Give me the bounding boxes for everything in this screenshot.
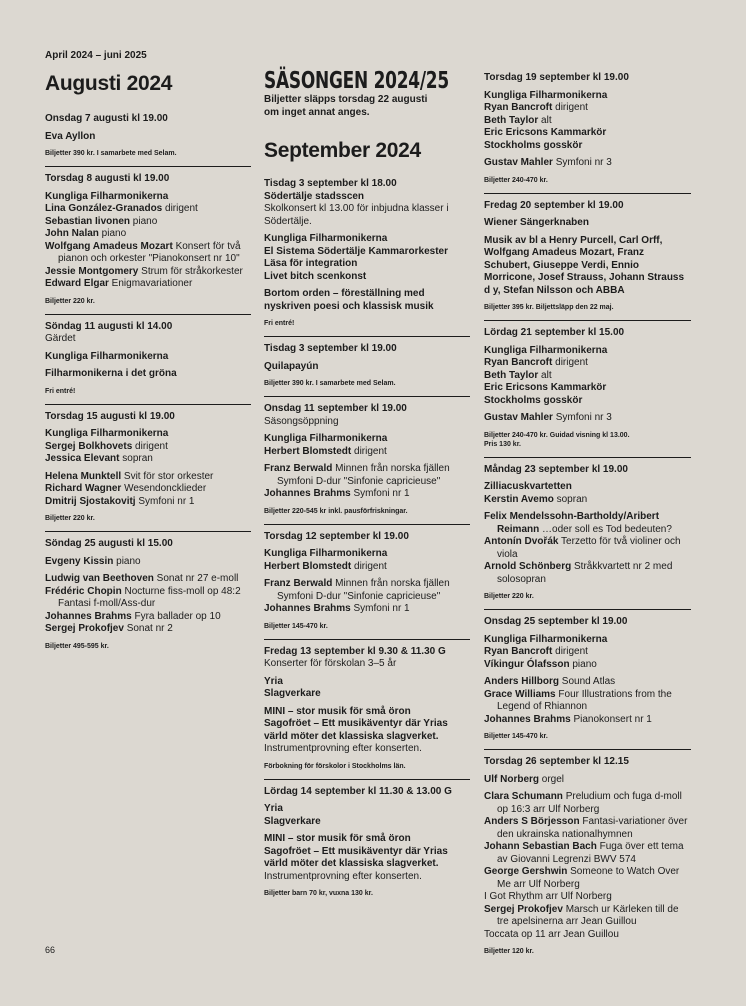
ticket-note: Biljetter 240-470 kr. bbox=[484, 176, 548, 184]
performer: Ulf Norberg bbox=[484, 773, 539, 785]
performer: Slagverkare bbox=[264, 815, 321, 827]
performer: Herbert Blomstedt bbox=[264, 560, 352, 572]
work: Fantasi-variationer över den ukrainska nationalhymnen bbox=[497, 816, 688, 840]
composer: Dmitrij Sjostakovitj bbox=[45, 495, 136, 507]
performer: Kungliga Filharmonikerna bbox=[264, 233, 388, 244]
work: Marsch ur Kärleken till de tre apelsinerna arr Jean Guillou bbox=[497, 903, 679, 927]
event-date: Onsdag 25 september kl 19.00 bbox=[484, 616, 628, 627]
performer: Beth Taylor bbox=[484, 369, 539, 381]
role: alt bbox=[538, 114, 552, 126]
performer: El Sistema Södertälje Kammarorkester bbox=[264, 245, 448, 257]
performer: Jessica Elevant bbox=[45, 453, 120, 464]
composer: Richard Wagner bbox=[45, 483, 122, 494]
program: Filharmonikerna i det gröna bbox=[45, 368, 177, 379]
work: Strum för stråkorkester bbox=[138, 265, 243, 277]
program: MINI – stor musik för små öron bbox=[264, 833, 411, 844]
work: …oder soll es Tod bedeuten? bbox=[539, 523, 672, 535]
composer: Johannes Brahms bbox=[264, 488, 351, 499]
work: Symfoni nr 3 bbox=[552, 157, 612, 168]
composer: Grace Williams bbox=[484, 688, 556, 700]
event-date: Torsdag 15 augusti kl 19.00 bbox=[45, 410, 175, 422]
role: dirigent bbox=[552, 357, 588, 368]
ticket-note: Biljetter 145-470 kr. bbox=[264, 622, 328, 630]
event-info: Instrumentprovning efter konserten. bbox=[264, 870, 422, 882]
role: dirigent bbox=[162, 203, 198, 214]
work: I Got Rhythm arr Ulf Norberg bbox=[484, 891, 612, 902]
work: Four Illustrations from the Legend of Rhiannon bbox=[497, 688, 672, 712]
role: piano bbox=[130, 215, 158, 227]
event-date: Söndag 25 augusti kl 15.00 bbox=[45, 538, 173, 549]
column-august bbox=[45, 72, 251, 659]
composer: Anders Hillborg bbox=[484, 676, 560, 687]
composer: Helena Munktell bbox=[45, 470, 122, 482]
ticket-note: Biljetter 120 kr. bbox=[484, 948, 534, 955]
performer: Evgeny Kissin bbox=[45, 555, 114, 567]
performer: John Nalan bbox=[45, 228, 99, 239]
work: Sound Atlas bbox=[559, 676, 616, 687]
event-sep-13 bbox=[264, 639, 470, 771]
composer: Edward Elgar bbox=[45, 278, 109, 289]
event-sep-3-1800 bbox=[264, 178, 470, 328]
ticket-note-line: Pris 130 kr. bbox=[484, 440, 521, 448]
composer: Anders S Börjesson bbox=[484, 816, 580, 827]
performer: Víkingur Ólafsson bbox=[484, 658, 570, 670]
composer: Franz Berwald bbox=[264, 463, 333, 474]
performer: Wiener Sängerknaben bbox=[484, 217, 589, 228]
composer: Clara Schumann bbox=[484, 791, 563, 802]
composer: Johannes Brahms bbox=[45, 610, 132, 622]
work: Enigmavariationer bbox=[108, 278, 193, 289]
role: alt bbox=[538, 369, 552, 381]
work: Sonat nr 27 e-moll bbox=[153, 573, 239, 584]
event-sep-12 bbox=[264, 524, 470, 631]
performer: Ryan Bancroft bbox=[484, 102, 553, 113]
performer: Kungliga Filharmonikerna bbox=[264, 548, 388, 559]
event-sep-14 bbox=[264, 779, 470, 899]
season-title: SÄSONGEN 2024/25 bbox=[264, 68, 449, 94]
event-sep-26 bbox=[484, 749, 691, 956]
performer: Eric Ericsons Kammarkör bbox=[484, 382, 607, 393]
work: Fuga över ett tema av Giovanni Legrenzi BWV 574 bbox=[497, 841, 684, 865]
performer: Lina González-Granados bbox=[45, 203, 163, 214]
composer: Johann Sebastian Bach bbox=[484, 841, 597, 852]
performer: Livet bitch scenkonst bbox=[264, 270, 367, 282]
performer: Sergej Bolkhovets bbox=[45, 440, 133, 452]
event-aug-8 bbox=[45, 166, 251, 306]
work: Konsert för två pianon och orkester "Pianokonsert nr 10" bbox=[58, 240, 241, 264]
role: piano bbox=[98, 228, 127, 239]
performer: Yria bbox=[264, 675, 283, 687]
work: Fyra ballader op 10 bbox=[131, 610, 221, 622]
ticket-note bbox=[484, 431, 691, 449]
ticket-note: Biljetter 495-595 kr. bbox=[45, 642, 109, 650]
role: piano bbox=[569, 658, 597, 670]
performer: Ryan Bancroft bbox=[484, 357, 553, 368]
ticket-note: Förbokning för förskolor i Stockholms län. bbox=[264, 762, 406, 770]
performer: Kerstin Avemo bbox=[484, 493, 554, 505]
event-date: Torsdag 26 september kl 12.15 bbox=[484, 756, 629, 767]
work: Symfoni nr 1 bbox=[350, 488, 410, 499]
role: dirigent bbox=[351, 560, 387, 572]
event-sep-19 bbox=[484, 72, 691, 185]
event-date: Tisdag 3 september kl 19.00 bbox=[264, 343, 397, 354]
performer: Eric Ericsons Kammarkör bbox=[484, 127, 607, 138]
event-date: Måndag 23 september kl 19.00 bbox=[484, 463, 628, 475]
composer: Franz Berwald bbox=[264, 578, 333, 589]
composer: Sergej Prokofjev bbox=[45, 623, 124, 634]
event-info: Säsongsöppning bbox=[264, 415, 339, 427]
work: Terzetto för två violiner och viola bbox=[497, 536, 681, 560]
composer: Frédéric Chopin bbox=[45, 585, 122, 597]
role: dirigent bbox=[552, 646, 588, 657]
composer: Sergej Prokofjev bbox=[484, 903, 563, 915]
event-date: Fredag 13 september kl 9.30 & 11.30 G bbox=[264, 645, 446, 657]
performer: Ryan Bancroft bbox=[484, 646, 553, 657]
event-sep-21 bbox=[484, 320, 691, 449]
page-header: April 2024 – juni 2025 bbox=[45, 50, 147, 61]
performer: Kungliga Filharmonikerna bbox=[264, 433, 388, 444]
ticket-note: Biljetter 390 kr. I samarbete med Selam. bbox=[264, 380, 396, 387]
composer: Ludwig van Beethoven bbox=[45, 573, 154, 584]
performer: Kungliga Filharmonikerna bbox=[45, 190, 169, 202]
event-date: Lördag 21 september kl 15.00 bbox=[484, 327, 625, 338]
column-september-a bbox=[264, 68, 470, 906]
work: Preludium och fuga d-moll op 16:3 arr Ulf Norberg bbox=[497, 791, 682, 815]
event-info: Konserter för förskolan 3–5 år bbox=[264, 658, 397, 669]
performer: Herbert Blomstedt bbox=[264, 445, 352, 457]
event-date: Torsdag 12 september kl 19.00 bbox=[264, 530, 409, 542]
event-date: Onsdag 7 augusti kl 19.00 bbox=[45, 113, 168, 124]
ticket-note-line: Biljetter 240-470 kr. Guidad visning kl 13.00. bbox=[484, 431, 630, 439]
composer: Jessie Montgomery bbox=[45, 265, 139, 277]
ticket-note: Biljetter 220 kr. bbox=[45, 297, 95, 305]
work: Nocturne fiss-moll op 48:2 Fantasi f-moll/Ass-dur bbox=[58, 585, 241, 609]
performer: Yria bbox=[264, 803, 283, 814]
work: Toccata op 11 arr Jean Guillou bbox=[484, 928, 619, 940]
work: Someone to Watch Over Me arr Ulf Norberg bbox=[497, 866, 680, 890]
work: Stråkkvartett nr 2 med solosopran bbox=[497, 561, 673, 585]
program: Sagofröet – Ett musikäventyr där Yrias värld möter det klassiska slagverket. bbox=[264, 845, 448, 869]
performer: Kungliga Filharmonikerna bbox=[45, 350, 169, 362]
ticket-note: Fri entré! bbox=[264, 320, 295, 327]
event-aug-25 bbox=[45, 531, 251, 651]
work: Minnen från norska fjällen Symfoni D-dur "Sinfonie capricieuse" bbox=[277, 578, 450, 602]
venue: Gärdet bbox=[45, 333, 76, 344]
ticket-note: Biljetter 220-545 kr inkl. pausförfriskningar. bbox=[264, 507, 408, 515]
ticket-note: Biljetter 390 kr. I samarbete med Selam. bbox=[45, 150, 177, 157]
ticket-note: Biljetter 395 kr. Biljettsläpp den 22 maj. bbox=[484, 304, 614, 311]
ticket-note: Biljetter 145-470 kr. bbox=[484, 733, 548, 740]
event-sep-25 bbox=[484, 609, 691, 741]
event-date: Fredag 20 september kl 19.00 bbox=[484, 199, 624, 211]
event-date: Lördag 14 september kl 11.30 & 13.00 G bbox=[264, 785, 452, 797]
season-subtitle bbox=[264, 94, 470, 119]
role: sopran bbox=[119, 453, 153, 464]
role: sopran bbox=[553, 493, 588, 505]
performer: Zilliacuskvartetten bbox=[484, 481, 572, 492]
ticket-note: Biljetter barn 70 kr, vuxna 130 kr. bbox=[264, 890, 373, 897]
composer: Wolfgang Amadeus Mozart bbox=[45, 240, 173, 252]
ticket-note: Fri entré! bbox=[45, 387, 76, 395]
performer: Stockholms gosskör bbox=[484, 139, 583, 151]
event-sep-3-1900 bbox=[264, 336, 470, 388]
role: dirigent bbox=[552, 102, 588, 113]
role: orgel bbox=[539, 773, 565, 785]
performer: Eva Ayllon bbox=[45, 130, 96, 142]
work: Svit för stor orkester bbox=[121, 470, 214, 482]
role: dirigent bbox=[132, 440, 168, 452]
page-number: 66 bbox=[45, 945, 56, 955]
performer: Kungliga Filharmonikerna bbox=[484, 344, 608, 356]
performer: Kungliga Filharmonikerna bbox=[484, 633, 608, 645]
event-date: Tisdag 3 september kl 18.00 bbox=[264, 178, 397, 189]
column-september-b bbox=[484, 72, 691, 964]
event-date: Onsdag 11 september kl 19.00 bbox=[264, 403, 407, 414]
work: Wesendoncklieder bbox=[121, 483, 207, 494]
performer: Quilapayún bbox=[264, 360, 319, 372]
performer: Läsa för integration bbox=[264, 258, 358, 269]
performer: Slagverkare bbox=[264, 688, 321, 699]
work: Symfoni nr 1 bbox=[135, 495, 195, 507]
composer: George Gershwin bbox=[484, 866, 568, 877]
event-info: Instrumentprovning efter konserten. bbox=[264, 743, 422, 754]
event-sep-23 bbox=[484, 457, 691, 602]
composer: Gustav Mahler bbox=[484, 157, 553, 168]
performer: Sebastian Iivonen bbox=[45, 215, 131, 227]
event-sep-11 bbox=[264, 396, 470, 516]
event-info: Skolkonsert kl 13.00 för inbjudna klasser i Södertälje. bbox=[264, 203, 449, 227]
program: Sagofröet – Ett musikäventyr där Yrias värld möter det klassiska slagverket. bbox=[264, 718, 448, 742]
role: dirigent bbox=[351, 445, 387, 457]
work: Minnen från norska fjällen Symfoni D-dur "Sinfonie capricieuse" bbox=[277, 463, 450, 487]
program: Musik av bl a Henry Purcell, Carl Orff, Wolfgang Amadeus Mozart, Franz Schubert, Giuseppe Verdi, Ennio Morricone, Josef Strauss, Johann Strauss d y, Stefan Nilsson och ABBA bbox=[484, 234, 685, 296]
composer: Gustav Mahler bbox=[484, 412, 553, 423]
work: Sonat nr 2 bbox=[123, 623, 173, 634]
work: Symfoni nr 1 bbox=[350, 603, 410, 614]
work: Pianokonsert nr 1 bbox=[570, 713, 652, 725]
season-sub-line: om inget annat anges. bbox=[264, 106, 370, 118]
composer: Antonín Dvořák bbox=[484, 536, 559, 547]
event-date: Söndag 11 augusti kl 14.00 bbox=[45, 320, 173, 332]
event-aug-11 bbox=[45, 314, 251, 396]
event-date: Torsdag 8 augusti kl 19.00 bbox=[45, 173, 170, 184]
role: piano bbox=[113, 555, 141, 567]
event-aug-7 bbox=[45, 113, 251, 158]
event-sep-20 bbox=[484, 193, 691, 313]
composer: Johannes Brahms bbox=[264, 603, 351, 614]
month-heading-september: September 2024 bbox=[264, 139, 421, 162]
performer: Stockholms gosskör bbox=[484, 394, 583, 406]
venue: Södertälje stadsscen bbox=[264, 190, 365, 202]
performer: Kungliga Filharmonikerna bbox=[484, 89, 608, 101]
ticket-note: Biljetter 220 kr. bbox=[484, 593, 534, 600]
composer: Johannes Brahms bbox=[484, 713, 571, 725]
month-heading-august: Augusti 2024 bbox=[45, 72, 173, 95]
performer: Beth Taylor bbox=[484, 114, 539, 126]
program: Bortom orden – föreställning med nyskriven poesi och klassisk musik bbox=[264, 288, 434, 312]
composer: Arnold Schönberg bbox=[484, 561, 572, 572]
performer: Kungliga Filharmonikerna bbox=[45, 428, 169, 439]
ticket-note: Biljetter 220 kr. bbox=[45, 515, 95, 522]
program: MINI – stor musik för små öron bbox=[264, 705, 411, 717]
work: Symfoni nr 3 bbox=[552, 412, 612, 423]
season-sub-line: Biljetter släpps torsdag 22 augusti bbox=[264, 94, 428, 105]
event-date: Torsdag 19 september kl 19.00 bbox=[484, 72, 629, 83]
event-aug-15 bbox=[45, 404, 251, 524]
composer: Felix Mendelssohn-Bartholdy/Aribert Reimann bbox=[484, 511, 660, 535]
